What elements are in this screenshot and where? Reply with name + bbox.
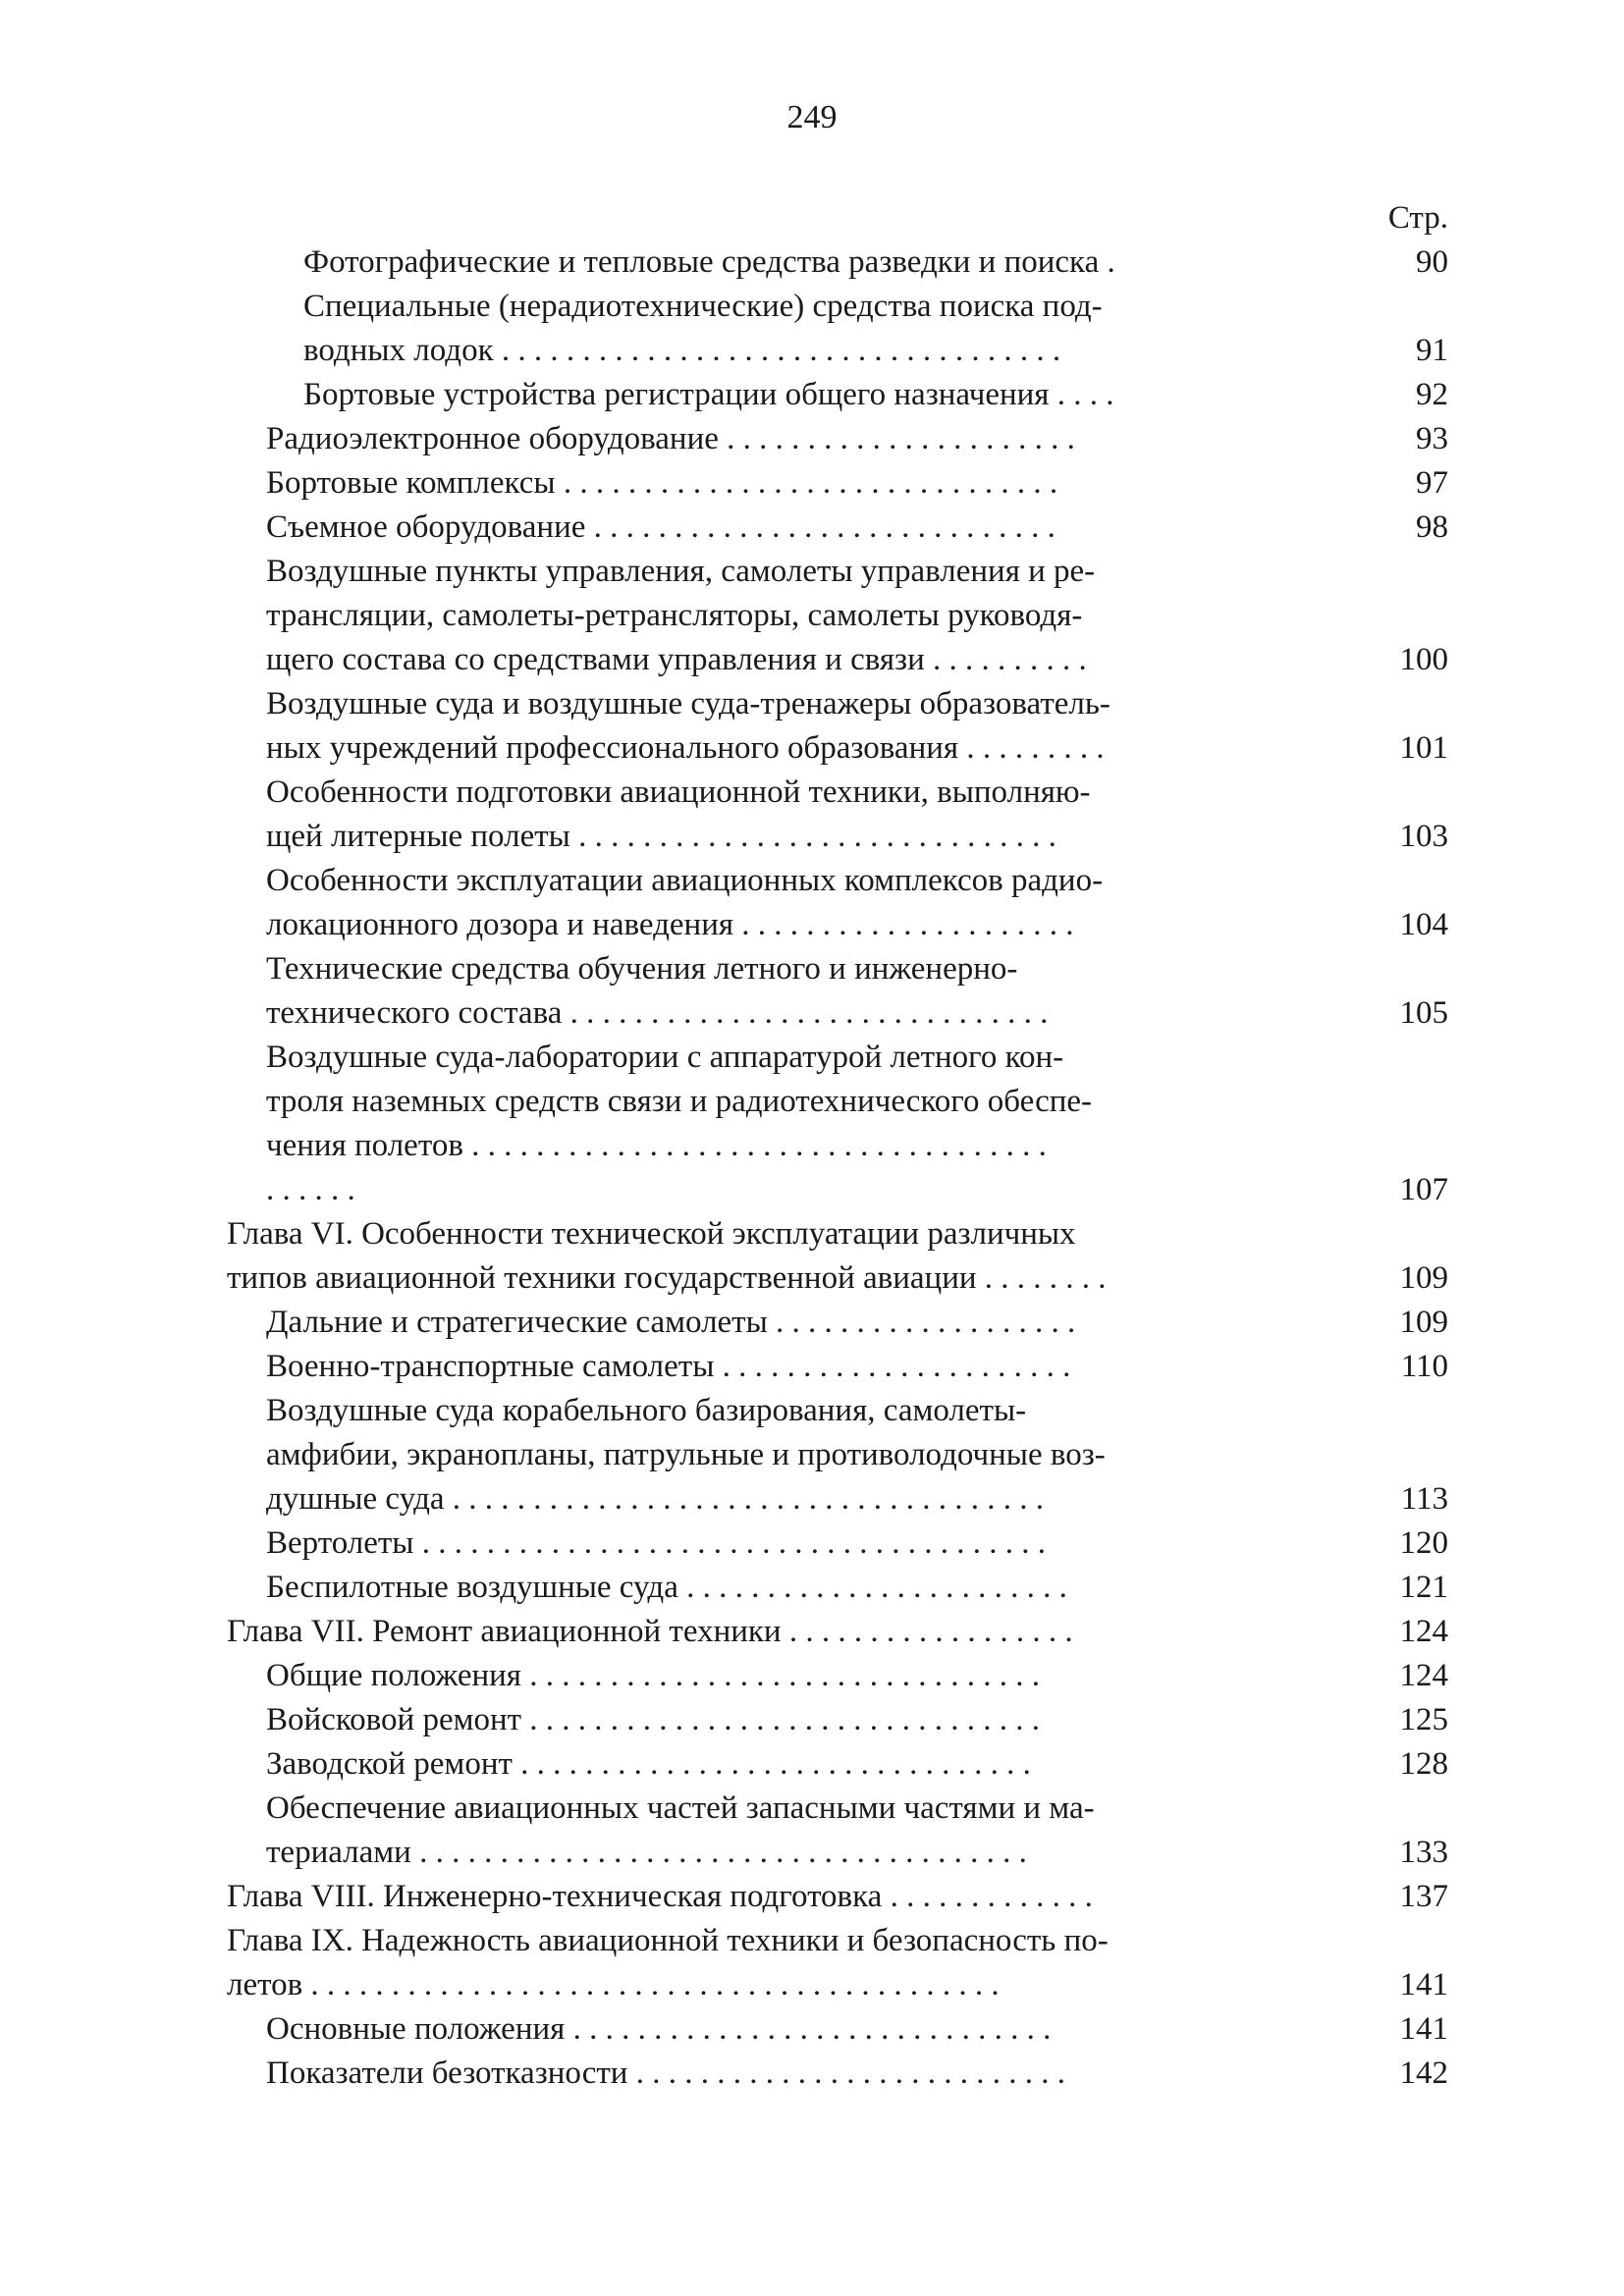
toc-entry-page: 97: [1416, 465, 1448, 501]
toc-entry-title: Военно-транспортные самолеты . . . . . . . . . . . . . . . . . . . . . .: [266, 1349, 1071, 1384]
toc-entry-title: Вертолеты . . . . . . . . . . . . . . . . . . . . . . . . . . . . . . . . . . . . . . .: [266, 1525, 1046, 1561]
toc-entry-title: Основные положения . . . . . . . . . . . . . . . . . . . . . . . . . . . . . .: [266, 2011, 1052, 2047]
toc-entry: [227, 1654, 1448, 1698]
toc-entry-page: 90: [1416, 244, 1448, 280]
toc-entry: [227, 1522, 1448, 1566]
toc-entry-page: 103: [1399, 819, 1448, 854]
toc-entry-title: Войсковой ремонт . . . . . . . . . . . . . . . . . . . . . . . . . . . . . . . .: [266, 1702, 1041, 1737]
page-number: 249: [786, 99, 838, 135]
toc-entry-title: Технические средства обучения летного и инженерно- технического состава . . . . . . . . . . . . . . . . . . . . . . . . . . . . . .: [266, 951, 1049, 1031]
toc-entry-title: Особенности подготовки авиационной техники, выполняю- щей литерные полеты . . . . . . . . . . . . . . . . . . . . . . . . . . . . . .: [266, 774, 1091, 854]
toc-entry: [227, 1566, 1448, 1610]
toc-entry-title: Глава VII. Ремонт авиационной техники . . . . . . . . . . . . . . . . . .: [227, 1614, 1073, 1649]
toc-entry-page: 105: [1399, 995, 1448, 1031]
toc-entry: [227, 1389, 1448, 1522]
toc-entry-page: 104: [1399, 907, 1448, 942]
toc-entry-title: Глава VIII. Инженерно-техническая подготовка . . . . . . . . . . . . .: [227, 1879, 1093, 1914]
toc-entry-page: 91: [1416, 333, 1448, 368]
toc-entry-page: 92: [1416, 377, 1448, 412]
toc-entry-page: 133: [1399, 1835, 1448, 1870]
toc-chapter-entry: [227, 1875, 1448, 1919]
toc-entry-title: Съемное оборудование . . . . . . . . . . . . . . . . . . . . . . . . . . . . .: [266, 509, 1056, 545]
toc-entry: [227, 1698, 1448, 1742]
toc-entry-page: 110: [1400, 1349, 1448, 1384]
toc-entry-title: Заводской ремонт . . . . . . . . . . . . . . . . . . . . . . . . . . . . . . . .: [266, 1746, 1031, 1782]
toc-entry: [227, 461, 1448, 506]
toc-entry-title: Дальние и стратегические самолеты . . . . . . . . . . . . . . . . . . .: [266, 1305, 1076, 1340]
toc-entry: [227, 2052, 1448, 2096]
toc-entry: [227, 1036, 1448, 1212]
toc-entry-title: Фотографические и тепловые средства разведки и поиска .: [303, 244, 1115, 280]
toc-entry: [227, 771, 1448, 859]
toc-entry-page: 121: [1399, 1570, 1448, 1605]
toc-entry: [227, 373, 1448, 417]
toc-entry: [227, 1345, 1448, 1389]
toc-entry-title: Особенности эксплуатации авиационных комплексов радио- локационного дозора и наведения . . . . . . . . . . . . . . . . . . . . .: [266, 863, 1104, 942]
toc-entry: [227, 1301, 1448, 1345]
toc-entry: [227, 682, 1448, 771]
toc-entry: [227, 1787, 1448, 1875]
table-of-contents: [227, 196, 1448, 2096]
toc-entry-page: 125: [1399, 1702, 1448, 1737]
toc-entry-page: 101: [1399, 730, 1448, 766]
toc-entry: [227, 1742, 1448, 1787]
toc-entry-page: 93: [1416, 421, 1448, 456]
toc-entry: [227, 417, 1448, 461]
toc-entry-title: Глава IX. Надежность авиационной техники и безопасность по- летов . . . . . . . . . . . . . . . . . . . . . . . . . . . . . . . . . . . . . . . . . . .: [227, 1923, 1109, 2002]
toc-entry-page: 141: [1399, 2011, 1448, 2047]
toc-entry-title: Показатели безотказности . . . . . . . . . . . . . . . . . . . . . . . . . . .: [266, 2056, 1065, 2091]
toc-entry-title: Беспилотные воздушные суда . . . . . . . . . . . . . . . . . . . . . . . .: [266, 1570, 1067, 1605]
toc-entry-title: Обеспечение авиационных частей запасными частями и ма- териалами . . . . . . . . . . . . . . . . . . . . . . . . . . . . . . . . . . . . . .: [266, 1790, 1095, 1870]
toc-entry-page: 124: [1399, 1614, 1448, 1649]
toc-entry-page: 142: [1399, 2056, 1448, 2091]
toc-entry-page: 124: [1399, 1658, 1448, 1693]
toc-entry-page: 113: [1400, 1481, 1448, 1517]
toc-entry-page: 100: [1399, 642, 1448, 677]
toc-entry-title: Общие положения . . . . . . . . . . . . . . . . . . . . . . . . . . . . . . . .: [266, 1658, 1040, 1693]
toc-entry-title: Радиоэлектронное оборудование . . . . . . . . . . . . . . . . . . . . . .: [266, 421, 1075, 456]
toc-entry: [227, 859, 1448, 947]
toc-entry: [227, 2007, 1448, 2052]
toc-chapter-entry: [227, 1610, 1448, 1654]
toc-entry-title: Воздушные суда-лаборатории с аппаратурой летного кон- троля наземных средств связи и радиотехнического обеспе- чения полетов . . . . . . . . . . . . . . . . . . . . . . . . . . . . . . . . . . . . . . . . . .: [266, 1040, 1093, 1207]
toc-chapter-entry: [227, 1212, 1448, 1301]
toc-entry-title: Воздушные суда корабельного базирования, самолеты- амфибии, экранопланы, патрульные и противолодочные воз- душные суда . . . . . . . . . . . . . . . . . . . . . . . . . . . . . . . . . . . . .: [266, 1393, 1106, 1517]
toc-entry: [227, 550, 1448, 682]
toc-chapter-entry: [227, 1919, 1448, 2007]
toc-entry: [227, 285, 1448, 373]
toc-entry-page: 137: [1399, 1879, 1448, 1914]
toc-entry-title: Воздушные пункты управления, самолеты управления и ре- трансляции, самолеты-ретрансляторы, самолеты руководя- щего состава со средствами управления и связи . . . . . . . . . .: [266, 554, 1096, 677]
toc-entry-page: 141: [1399, 1967, 1448, 2002]
toc-entry-page: 109: [1399, 1260, 1448, 1296]
toc-entry: [227, 240, 1448, 285]
toc-entry-title: Бортовые комплексы . . . . . . . . . . . . . . . . . . . . . . . . . . . . . . .: [266, 465, 1058, 501]
toc-entry-page: 120: [1399, 1525, 1448, 1561]
toc-entry-page: 109: [1399, 1305, 1448, 1340]
toc-entry-title: Бортовые устройства регистрации общего назначения . . . .: [303, 377, 1114, 412]
toc-entry-page: 98: [1416, 509, 1448, 545]
toc-entry: [227, 506, 1448, 550]
toc-entry: [227, 947, 1448, 1036]
page-column-header: Стр.: [1387, 200, 1448, 236]
toc-entry-page: 128: [1399, 1746, 1448, 1782]
toc-entry-title: Глава VI. Особенности технической эксплуатации различных типов авиационной техники государственной авиации . . . . . . . .: [227, 1216, 1107, 1296]
toc-entry-page: 107: [1399, 1172, 1448, 1207]
toc-entry-title: Воздушные суда и воздушные суда-тренажеры образователь- ных учреждений профессионального образования . . . . . . . . .: [266, 686, 1110, 766]
toc-entry-title: Специальные (нерадиотехнические) средства поиска под- водных лодок . . . . . . . . . . . . . . . . . . . . . . . . . . . . . . . . . . .: [303, 289, 1103, 368]
